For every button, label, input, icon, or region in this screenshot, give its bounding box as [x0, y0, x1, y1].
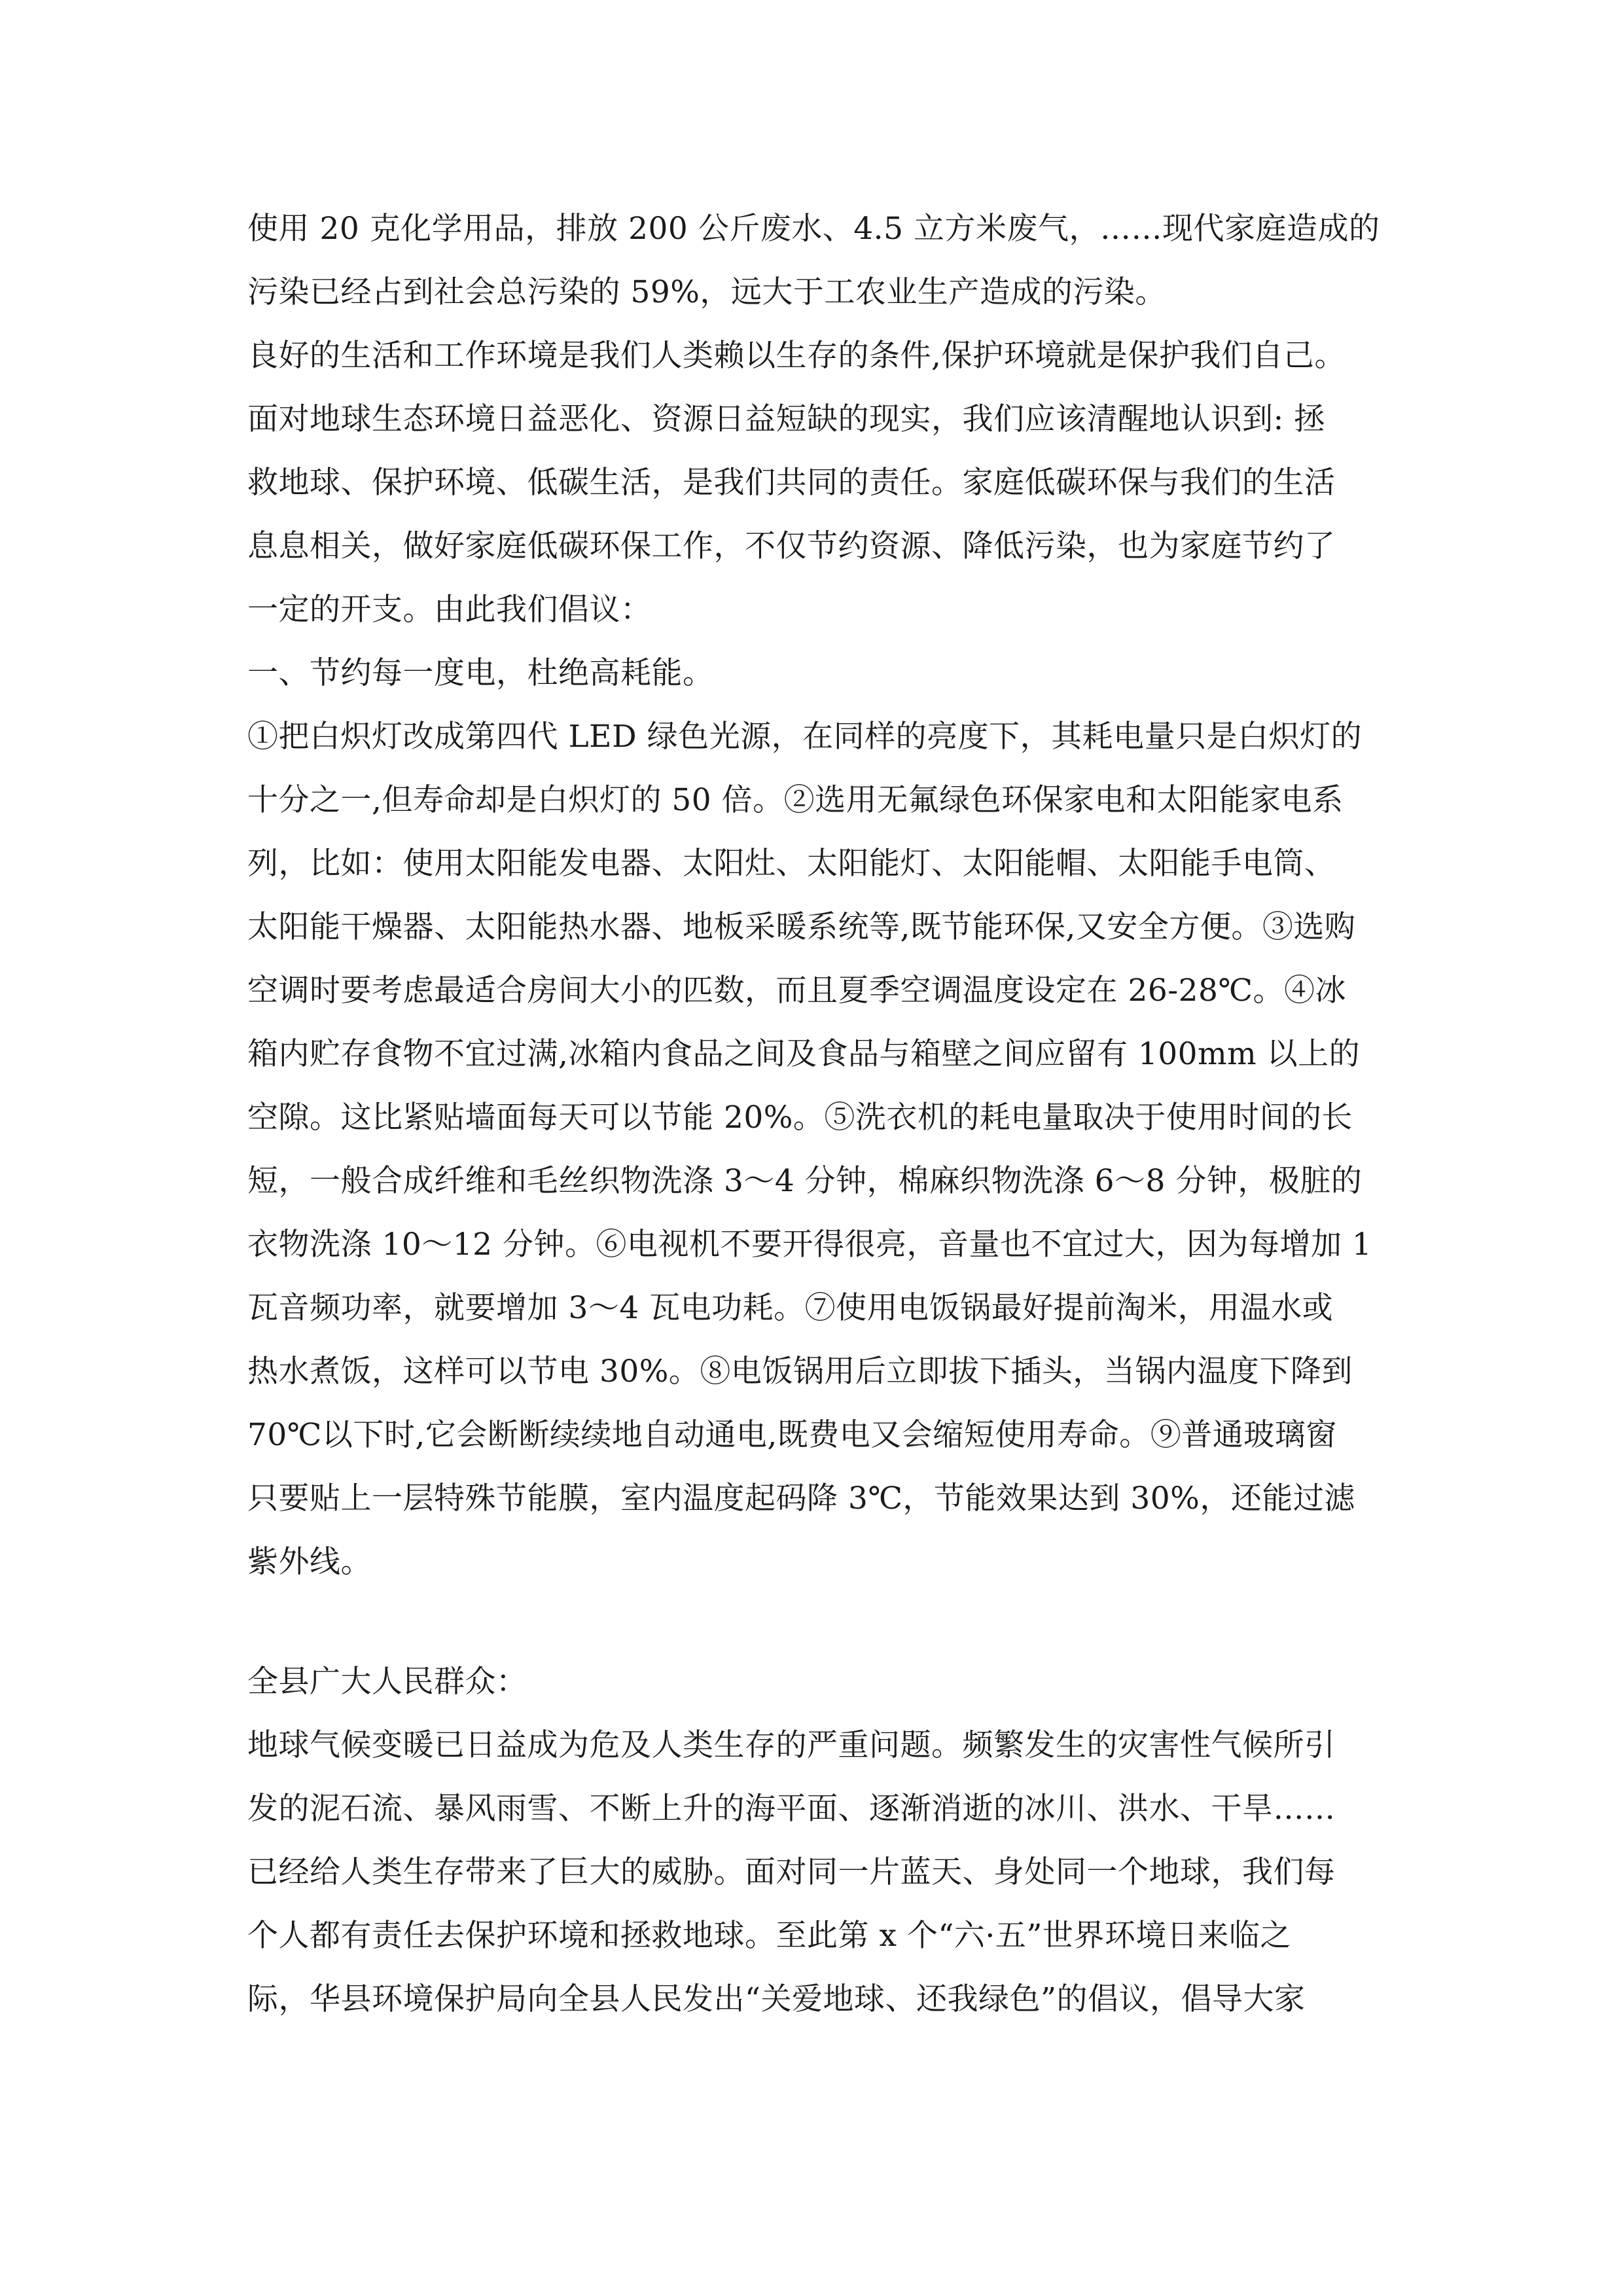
text-line: 污染已经占到社会总污染的 59%，远大于工农业生产造成的污染。	[247, 274, 1166, 310]
text-line: 使用 20 克化学用品，排放 200 公斤废水、4.5 立方米废气，……现代家庭造成的	[247, 211, 1380, 247]
text-line: 衣物洗涤 10～12 分钟。⑥电视机不要开得很亮，音量也不宜过大，因为每增加 1	[247, 1227, 1372, 1263]
text-line: 际，华县环境保护局向全县人民发出“关爱地球、还我绿色”的倡议，倡导大家	[247, 1981, 1306, 2017]
text-line: 救地球、保护环境、低碳生活，是我们共同的责任。家庭低碳环保与我们的生活	[247, 465, 1336, 501]
body-text-section-1	[247, 197, 1399, 1594]
text-line: 热水煮饭，这样可以节电 30%。⑧电饭锅用后立即拔下插头，当锅内温度下降到	[247, 1354, 1353, 1390]
text-line: 已经给人类生存带来了巨大的威胁。面对同一片蓝天、身处同一个地球，我们每	[247, 1854, 1336, 1890]
text-line: 瓦音频功率，就要增加 3～4 瓦电功耗。⑦使用电饭锅最好提前淘米，用温水或	[247, 1290, 1334, 1326]
text-line: ①把白炽灯改成第四代 LED 绿色光源，在同样的亮度下，其耗电量只是白炽灯的	[247, 719, 1363, 755]
text-line: 地球气候变暖已日益成为危及人类生存的严重问题。频繁发生的灾害性气候所引	[247, 1727, 1336, 1763]
text-line: 太阳能干燥器、太阳能热水器、地板采暖系统等,既节能环保,又安全方便。③选购	[247, 909, 1356, 945]
text-line: 一定的开支。由此我们倡议：	[247, 592, 652, 628]
text-line: 70℃以下时,它会断断续续地自动通电,既费电又会缩短使用寿命。⑨普通玻璃窗	[247, 1417, 1337, 1453]
text-line: 息息相关，做好家庭低碳环保工作，不仅节约资源、降低污染，也为家庭节约了	[247, 528, 1336, 564]
text-line: 空调时要考虑最适合房间大小的匹数，而且夏季空调温度设定在 26-28℃。④冰	[247, 973, 1347, 1009]
text-line: 面对地球生态环境日益恶化、资源日益短缺的现实，我们应该清醒地认识到: 拯	[247, 401, 1325, 437]
text-line: 发的泥石流、暴风雨雪、不断上升的海平面、逐渐消逝的冰川、洪水、干旱……	[247, 1791, 1336, 1827]
text-line: 短，一般合成纤维和毛丝织物洗涤 3～4 分钟，棉麻织物洗涤 6～8 分钟，极脏的	[247, 1163, 1363, 1199]
text-line: 十分之一,但寿命却是白炽灯的 50 倍。②选用无氟绿色环保家电和太阳能家电系	[247, 782, 1344, 818]
body-text-section-2	[247, 1650, 1399, 2031]
text-line: 空隙。这比紧贴墙面每天可以节能 20%。⑤洗衣机的耗电量取决于使用时间的长	[247, 1100, 1353, 1136]
text-line: 良好的生活和工作环境是我们人类赖以生存的条件,保护环境就是保护我们自己。	[247, 338, 1346, 374]
text-line: 列，比如：使用太阳能发电器、太阳灶、太阳能灯、太阳能帽、太阳能手电筒、	[247, 846, 1336, 882]
text-line: 箱内贮存食物不宜过满,冰箱内食品之间及食品与箱壁之间应留有 100mm 以上的	[247, 1036, 1361, 1072]
text-line: 只要贴上一层特殊节能膜，室内温度起码降 3℃，节能效果达到 30%，还能过滤	[247, 1480, 1355, 1516]
section-heading: 一、节约每一度电，杜绝高耗能。	[247, 655, 714, 691]
text-line: 个人都有责任去保护环境和拯救地球。至此第 x 个“六·五”世界环境日来临之	[247, 1918, 1291, 1954]
salutation: 全县广大人民群众：	[247, 1664, 527, 1700]
text-line: 紫外线。	[247, 1544, 372, 1580]
